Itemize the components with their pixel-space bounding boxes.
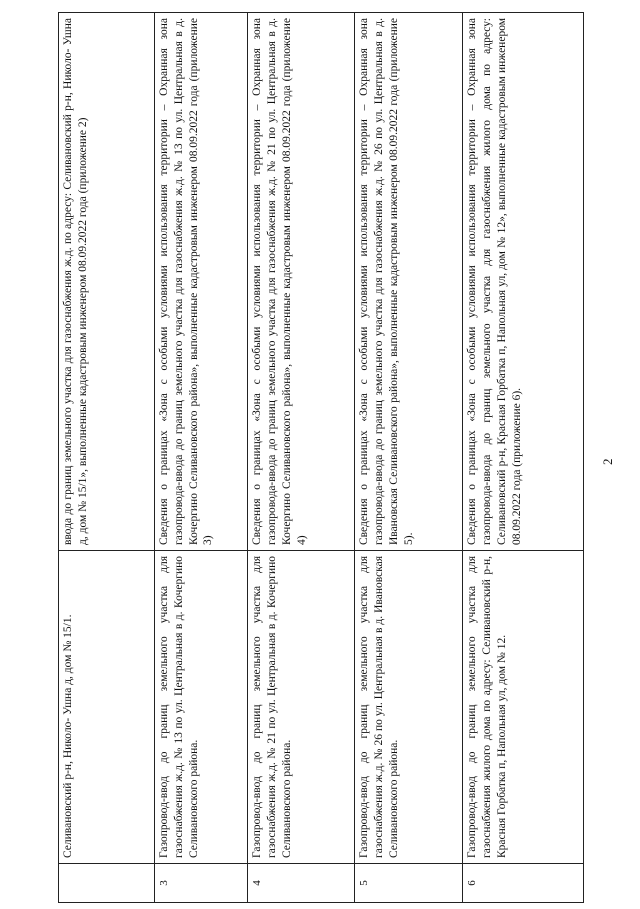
row-number-cell: 6 [462,864,583,903]
table-row [248,13,355,903]
object-cell: Газопровод-ввод до границ земельного участка для газоснабжения ж.д. № 21 по ул. Центральная в д. Кочергино Селивановского района. [248,551,355,864]
row-number-cell [59,864,155,903]
zones-table [58,12,584,903]
table-row [59,13,155,903]
document-cell: Сведения о границах «Зона с особыми условиями использования территории – Охранная зона газопровода-ввода до границ земельного участка для газоснабжения жилого дома по адресу: Селивановский р-н, Красная Горбатка п, Напольная ул, дом № 12», выполненные кадастровым инженером 08.09.2022 года (приложение 6). [462,13,583,551]
row-number-cell: 3 [154,864,248,903]
table-row [154,13,248,903]
object-cell: Газопровод-ввод до границ земельного участка для газоснабжения жилого дома по адресу: Селивановский р-н, Красная Горбатка п, Напольная ул, дом № 12. [462,551,583,864]
object-cell: Газопровод-ввод до границ земельного участка для газоснабжения ж.д. № 13 по ул. Центральная в д. Кочергино Селивановского района. [154,551,248,864]
page-number: 2 [600,458,615,465]
row-number-cell: 5 [355,864,462,903]
table-row [355,13,462,903]
object-cell: Селивановский р-н, Николо- Ушна д, дом № 15/1. [59,551,155,864]
document-cell: Сведения о границах «Зона с особыми условиями использования территории – Охранная зона газопровода-ввода до границ земельного участка для газоснабжения ж.д. № 21 по ул. Центральная в д. Кочергино Селивановского района», выполненные кадастровым инженером 08.09.2022 года (приложение 4) [248,13,355,551]
document-cell: Сведения о границах «Зона с особыми условиями использования территории – Охранная зона газопровода-ввода до границ земельного участка для газоснабжения ж.д. № 13 по ул. Центральная в д. Кочергино Селивановского района», выполненные кадастровым инженером 08.09.2022 года (приложение 3) [154,13,248,551]
object-cell: Газопровод-ввод до границ земельного участка для газоснабжения ж.д. № 26 по ул. Центральная в д. Ивановская Селивановского района. [355,551,462,864]
table-row [462,13,583,903]
document-cell: ввода до границ земельного участка для газоснабжения ж.д. по адресу: Селивановский р-н, Николо- Ушна д, дом № 15/1», выполненные кадастровым инженером 08.09.2022 года (приложение 2) [59,13,155,551]
document-cell: Сведения о границах «Зона с особыми условиями использования территории – Охранная зона газопровода-ввода до границ земельного участка для газоснабжения ж.д. № 26 по ул. Центральная в д. Ивановская Селивановского района», выполненные кадастровым инженером 08.09.2022 года (приложение 5). [355,13,462,551]
row-number-cell: 4 [248,864,355,903]
